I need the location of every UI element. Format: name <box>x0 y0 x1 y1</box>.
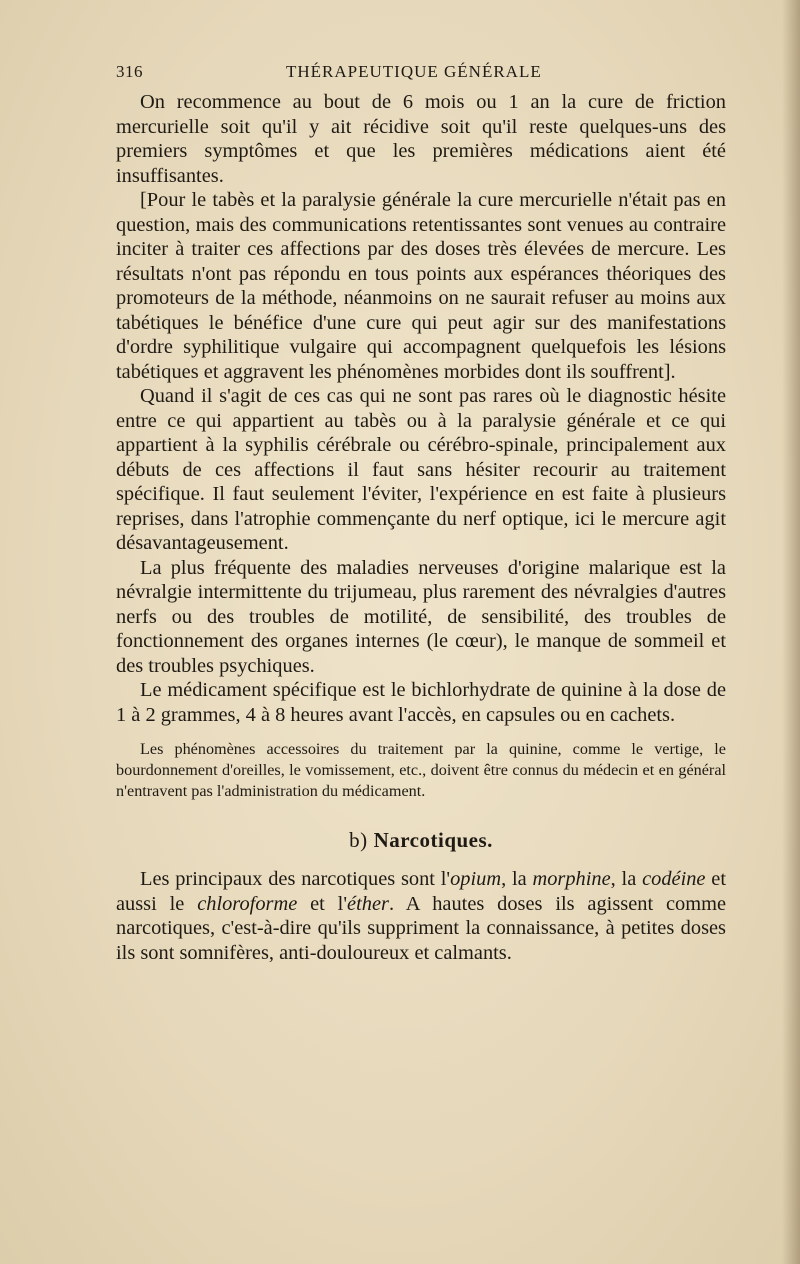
page-number: 316 <box>116 62 143 81</box>
paragraph-quinine: Le médicament spécifique est le bichlorhydrate de quinine à la dose de 1 à 2 grammes, 4 à 8 heures avant l'accès, en capsules ou en cachets. <box>116 679 726 726</box>
text-run: et aussi le <box>116 868 726 915</box>
page-header <box>116 62 726 90</box>
page-edge-shadow <box>782 0 800 1264</box>
term-opium: opium <box>450 868 502 890</box>
text-run: Les principaux des narcotiques sont l' <box>140 868 451 890</box>
term-morphine: morphine <box>532 868 611 890</box>
paragraph-narcotics <box>116 867 726 965</box>
text-run: , la <box>501 868 533 890</box>
section-title: Narcotiques. <box>373 828 493 852</box>
section-letter: b) <box>349 828 368 852</box>
paragraph-cure-repeat: On recommence au bout de 6 mois ou 1 an la cure de friction mercurielle soit qu'il y ait récidive soit qu'il reste quelques-uns des premiers symptômes et que les premières médications aient été insuffisantes. <box>116 91 726 187</box>
narcotics-text <box>116 867 726 965</box>
text-run: et l' <box>297 892 348 915</box>
paragraph-tabes: [Pour le tabès et la paralysie générale la cure mercurielle n'était pas en question, mais des communications retentissantes sont venues au contraire inciter à traiter ces affections par des doses très élevées de mercure. Les résultats n'ont pas répondu en tous points aux espérances théoriques des promoteurs de la méthode, néanmoins on ne saurait refuser au moins aux tabétiques le bénéfice d'une cure qui peut agir sur des manifestations d'ordre syphilitique vulgaire qui accompagnent quelquefois les lésions tabétiques et aggravent les phénomènes morbides dont ils souffrent]. <box>116 189 726 383</box>
text-run: , la <box>610 868 643 890</box>
running-title: THÉRAPEUTIQUE GÉNÉRALE <box>286 62 542 81</box>
term-ether: éther <box>347 892 389 915</box>
term-chloroforme: chloroforme <box>197 892 298 915</box>
main-text <box>116 90 726 727</box>
term-codeine: codéine <box>642 868 706 890</box>
paragraph-diagnosis: Quand il s'agit de ces cas qui ne sont pas rares où le diagnostic hésite entre ce qui appartient au tabès ou à la paralysie générale et ce qui appartient à la syphilis cérébrale ou cérébro-spinale, principalement aux débuts de ces affections il faut sans hésiter recourir au traitement spécifique. Il faut seulement l'éviter, l'expérience en est faite à plusieurs reprises, dans l'atrophie commençante du nerf optique, ici le mercure agit désavantageusement. <box>116 385 726 554</box>
paragraph-malaria: La plus fréquente des maladies nerveuses d'origine malarique est la névralgie intermittente du trijumeau, plus rarement des névralgies d'autres nerfs ou des troubles de motilité, de sensibilité, des troubles de fonctionnement des organes internes (le cœur), le manque de sommeil et des troubles psychiques. <box>116 556 726 677</box>
text-run: . A hautes doses ils agissent comme narcotiques, c'est-à-dire qu'ils suppriment la connaissance, à petites doses ils sont somnifères, anti-douloureux et calmants. <box>116 892 726 964</box>
footnote-quinine: Les phénomènes accessoires du traitement par la quinine, comme le vertige, le bourdonnement d'oreilles, le vomissement, etc., doivent être connus du médecin et en général n'entravent pas l'administration du médicament. <box>116 740 726 800</box>
section-heading <box>116 828 726 853</box>
book-page <box>116 62 726 965</box>
